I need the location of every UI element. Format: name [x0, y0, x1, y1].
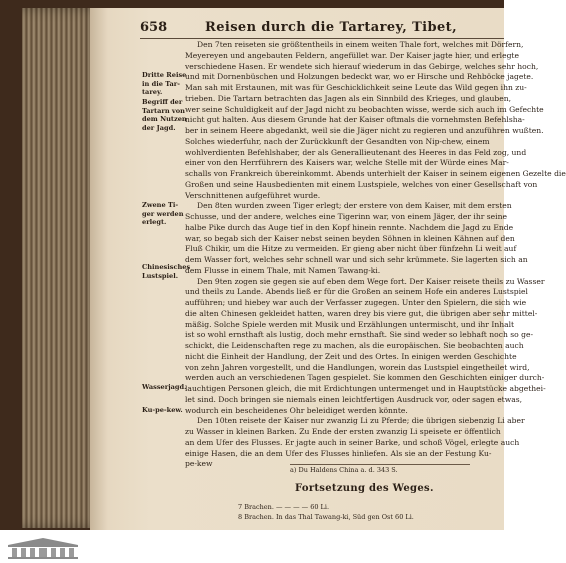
text-line: nicht gut halten. Aus diesem Grunde hat der Kaiser oftmals die vornehmsten Befehlsha- — [185, 115, 525, 125]
margin-note-line: Dritte Reise — [142, 71, 187, 79]
text-line: Man sah mit Erstaunen, mit was für Geschicklichkeit seine Leute das Wild gegen ihn zu- — [185, 83, 527, 92]
text-line: Den 10ten reisete der Kaiser nur zwanzig Li zu Pferde; die übrigen siebenzig Li aber — [197, 416, 525, 426]
text-line: Den 9ten zogen sie gegen sie auf eben dem Wege fort. Der Kaiser reisete theils zu Wasser — [197, 276, 545, 286]
header-rule — [140, 38, 504, 39]
text-line: Verschnittenen aufgeführet wurde. — [185, 190, 321, 200]
margin-note-line: in die Tar- — [142, 79, 180, 88]
text-line: trieben. Die Tartarn betrachten das Jagen als ein Sinnbild des Krieges, und glauben, — [185, 93, 512, 103]
running-head: Reisen durch die Tartarey, Tibet, — [205, 20, 458, 35]
text-line: lauchtigen Personen gleich, die mit Erdichtungen untermenget und in Hauptstücke abgethei- — [185, 384, 546, 393]
text-line: dem Wasser fort, welches sehr schnell war und sich sehr krümmete. Sie lagerten sich an — [185, 255, 528, 264]
text-line: wer seine Schuldigkeit auf der Jagd nicht zu beobachten wisse, werde sich auch im Gefechte — [185, 104, 544, 114]
text-line: schickt, die Leidenschaften rege zu machen, als die europäischen. Sie beobachten auch — [185, 341, 524, 350]
margin-note-line: der Jagd. — [142, 123, 176, 132]
text-line: mäßig. Solche Spiele werden mit Musik und Erzählungen untermischt, und ihr Inhalt — [185, 319, 515, 329]
text-line: an dem Ufer des Flusses. Er jagte auch in seiner Barke, und schoß Vögel, erlegte auch — [185, 437, 520, 447]
margin-note-line: erlegt. — [142, 218, 167, 227]
text-line: Schusse, und der andere, welches eine Tigerinn war, von einem Jäger, der ihr seine — [185, 212, 507, 221]
text-line: zu Wasser in kleinen Barken. Zu Ende der ersten zwanzig Li speisete er öffentlich — [185, 427, 501, 436]
text-line: Meyereyen und angebauten Feldern, angefüllet war. Der Kaiser jagte hier, und erlegte — [185, 50, 519, 60]
text-line: dem Flusse in einem Thale, mit Namen Tawang-ki. — [185, 265, 381, 275]
margin-note-line: Lustspiel. — [142, 271, 179, 280]
body-text — [185, 40, 566, 470]
book-page — [90, 8, 566, 530]
margin-note-line: dem Nutzen — [142, 115, 187, 124]
text-line: Solches wiederfuhr, nach der Zurückkunft der Gesandten von Nip-chew, einem — [185, 136, 490, 146]
text-line: und mit Dornenbüschen und Holzungen bedeckt war, wo er Hirsche und Rehböcke jagete. — [185, 72, 534, 82]
margin-note-line: Zwene Ti- — [142, 201, 179, 209]
route-entry: 8 Brachen. In das Thal Tawang-ki, Süd gen Ost 60 Li. — [238, 513, 414, 521]
page-header — [100, 20, 504, 40]
route-entry: 7 Brachen. — — — — 60 Li. — [238, 503, 330, 511]
text-line: schalls von Frankreich übereinkommt. Abends unterhielt der Kaiser in seinem eigenen Gezelte die — [185, 169, 566, 178]
text-line: nicht die Einheit der Handlung, der Zeit und des Ortes. In einigen werden Geschichte — [185, 351, 517, 361]
text-line: werden auch an verschiedenen Tagen gespielet. Sie kommen den Geschichten einiger durch- — [185, 373, 545, 383]
footnote: a) Du Haldens China a. d. 343 S. — [290, 466, 398, 474]
text-line: und theils zu Lande. Abends ließ er für die Großen an seinem Hofe ein anderes Lustspiel — [185, 287, 528, 297]
text-line: halbe Pike durch das Auge tief in den Kopf hinein rennte. Nachdem die Jagd zu Ende — [185, 222, 514, 232]
route-list — [238, 502, 414, 522]
text-line: Den 8ten wurden zween Tiger erlegt; der erstere von dem Kaiser, mit dem ersten — [197, 201, 512, 211]
footnote-rule — [290, 464, 470, 465]
text-line: die alten Chinesen gekleidet hatten, waren drey bis viere gut, die übrigen aber sehr mittel- — [185, 308, 538, 318]
text-line: wodurch ein bescheidenes Ohr beleidiget werden könnte. — [185, 405, 408, 415]
text-line: wohlverdienten Befehlshaber, der als Generallieutenant des Heeres in das Feld zog, und — [185, 147, 527, 157]
text-line: pe-kew — [185, 459, 213, 469]
text-line: einige Hasen, die an dem Ufer des Flusses hinliefen. Als sie an der Festung Ku- — [185, 448, 492, 458]
text-line: Fluß Chikir, um die Hitze zu vermeiden. Er gieng aber nicht über fünfzehn Li weit auf — [185, 244, 517, 254]
text-line: einer von den Herrführern des Kaisers war, welche Stelle mit der Würde eines Mar- — [185, 158, 509, 168]
text-line: von zehn Jahren vorgestellt, und die Handlungen, worein das Lustspiel eingetheilet wird, — [185, 362, 530, 372]
text-line: ber in seinem Heere abgedankt, weil sie die Jäger nicht zu regieren und anzuführen wußten. — [185, 126, 544, 135]
text-line: verschiedene Hasen. Er wendete sich hierauf wiederum in das Gebirge, welches sehr hoch, — [185, 61, 539, 71]
margin-note-line: ger werden — [142, 209, 184, 218]
section-title: Fortsetzung des Weges. — [295, 483, 434, 494]
text-line: Den 7ten reiseten sie größtentheils in einem weiten Thale fort, welches mit Dörfern, — [197, 40, 524, 49]
text-line: aufführen; und hiebey war auch der Verfasser zugegen. Unter den Spielern, die sich wie — [185, 298, 527, 307]
text-line: Großen und seine Hausbedienten mit einem Lustspiele, welches von einer Gesellschaft von — [185, 179, 538, 189]
margin-note-line: Begriff der — [142, 98, 183, 106]
text-line: let sind. Doch bringen sie niemals einen leichtfertigen Ausdruck vor, oder sagen etwas, — [185, 394, 523, 404]
page-number: 658 — [140, 20, 168, 35]
margin-note-line: Wasserjagd. — [142, 383, 187, 391]
margin-note-line: Chinesisches — [142, 263, 191, 271]
text-line: ist so wohl ernsthaft als lustig, doch mehr ernsthaft. Sie sind weder so lebhaft noch so ge- — [185, 330, 534, 340]
library-logo-icon — [4, 536, 82, 560]
margin-note-line: Ku-pe-kew. — [142, 406, 183, 414]
margin-note-line: tarey. — [142, 88, 163, 97]
text-line: war, so begab sich der Kaiser nebst seinen beyden Söhnen in kleinen Kähnen auf den — [185, 233, 515, 243]
margin-note-line: Tartarn von — [142, 106, 185, 115]
